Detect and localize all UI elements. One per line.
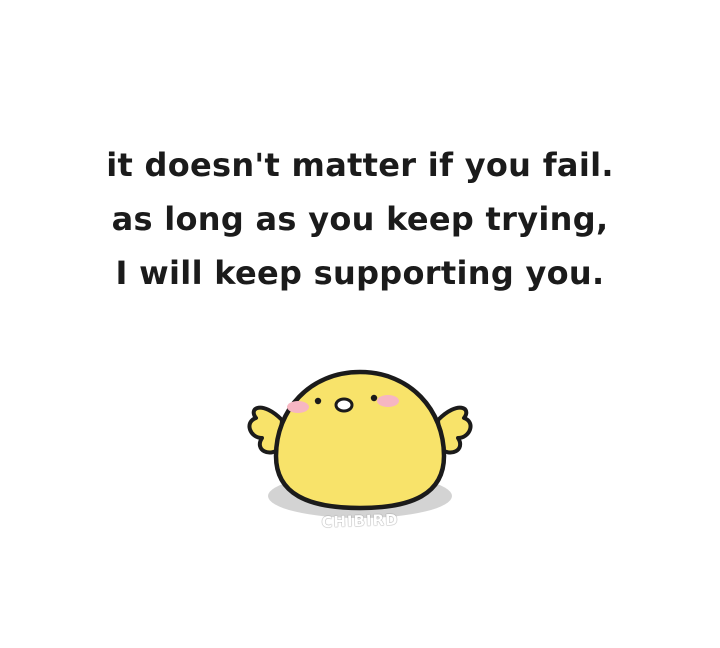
quote-line-2: as long as you keep trying,: [111, 200, 609, 238]
watermark: CHIBIRD: [321, 510, 399, 532]
chick-left-cheek: [287, 401, 309, 413]
quote-line-1: it doesn't matter if you fail.: [106, 146, 614, 184]
chick-right-cheek: [377, 395, 399, 407]
quote-text: [0, 138, 720, 300]
chick-right-eye: [371, 395, 377, 401]
chick-mouth: [336, 399, 352, 411]
quote-line-3: I will keep supporting you.: [115, 254, 605, 292]
chick-body: [276, 372, 444, 508]
chick-left-eye: [315, 398, 321, 404]
